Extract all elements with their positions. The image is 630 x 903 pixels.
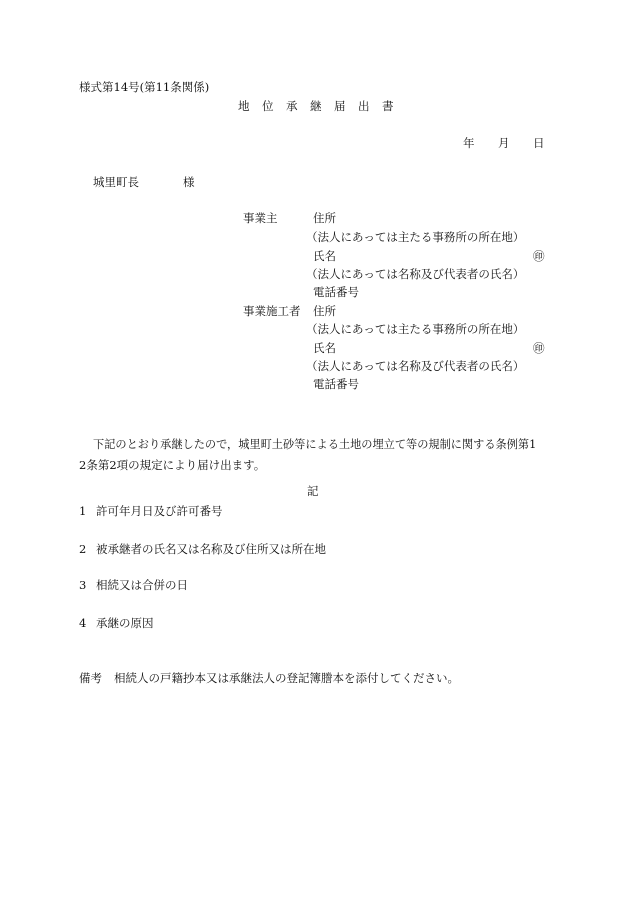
contractor-label: 事業施工者: [243, 304, 301, 318]
contractor-address-label: 住所: [313, 304, 336, 318]
date-day-label: 日: [533, 136, 545, 150]
form-number: 様式第14号(第11条関係): [79, 80, 210, 94]
applicant-phone-label: 電話番号: [313, 285, 359, 299]
applicant-label: 事業主: [243, 211, 278, 225]
contractor-seal: ㊞: [533, 341, 545, 355]
remarks-text: 相続人の戸籍抄本又は承継法人の登記簿謄本を添付してください。: [114, 671, 459, 685]
applicant-address-label: 住所: [313, 211, 336, 225]
body-line-2: 2条第2項の規定により届け出ます。: [79, 458, 266, 472]
contractor-name-note: （法人にあっては名称及び代表者の氏名）: [306, 359, 525, 373]
contractor-phone-label: 電話番号: [313, 377, 359, 391]
addressee-honorific: 様: [183, 175, 195, 189]
item-number: 2: [79, 542, 87, 556]
applicant-name-label: 氏名: [313, 249, 336, 263]
ki-label: 記: [307, 484, 319, 498]
addressee-name: 城里町長: [93, 175, 139, 189]
item-text: 被承継者の氏名又は名称及び住所又は所在地: [96, 542, 326, 556]
item-number: 3: [79, 578, 87, 592]
document-title: 地 位 承 継 届 出 書: [238, 99, 394, 113]
date-month-label: 月: [498, 136, 510, 150]
item-text: 承継の原因: [96, 616, 154, 630]
applicant-name-note: （法人にあっては名称及び代表者の氏名）: [306, 267, 525, 281]
date-year-label: 年: [463, 136, 475, 150]
contractor-address-note: （法人にあっては主たる事務所の所在地）: [306, 322, 525, 336]
item-text: 許可年月日及び許可番号: [96, 504, 223, 518]
applicant-seal: ㊞: [533, 249, 545, 263]
remarks-label: 備考: [79, 671, 102, 685]
body-line-1: 下記のとおり承継したので，城里町土砂等による土地の埋立て等の規制に関する条例第1: [93, 438, 537, 451]
item-number: 1: [79, 504, 87, 518]
item-number: 4: [79, 616, 87, 630]
item-text: 相続又は合併の日: [96, 578, 188, 592]
applicant-address-note: （法人にあっては主たる事務所の所在地）: [306, 230, 525, 244]
contractor-name-label: 氏名: [313, 341, 336, 355]
